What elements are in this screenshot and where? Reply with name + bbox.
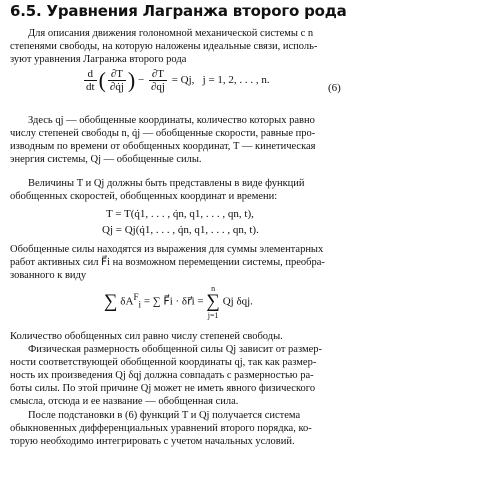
count-paragraph	[10, 330, 368, 343]
text-line: зуют уравнения Лагранжа второго рода	[10, 54, 187, 65]
text-line: степенями свободы, на которую наложены идеальные связи, исполь-	[10, 41, 318, 52]
sum-over-j: n ∑ j=1	[206, 284, 220, 320]
virtual-work-equation: ∑ $\delta A^F_i$ = ∑ F⃗i · δr⃗i = n ∑ j=1 Qj δqj.	[104, 284, 253, 320]
intro-paragraph	[10, 27, 368, 66]
text-line: Для описания движения голономной механической системы с n	[28, 28, 314, 39]
text-line: числу степеней свободы n, q̇j — обобщенные скорости, равные про-	[10, 128, 316, 139]
text-line: ность их произведения Qj δqj должна совпадать с размерностью ра-	[10, 370, 314, 381]
text-line: Величины T и Qj должны быть представлены в виде функций	[28, 178, 305, 189]
text-line: ности соответствующей обобщенной координаты qj, так как размер-	[10, 357, 317, 368]
partial-T-dq: $\frac{\partial T}{\partial qj}$	[150, 68, 165, 93]
text-line: боты силы. По этой причине Qj может не иметь явного физического	[10, 383, 316, 394]
text-line: зованного к виду	[10, 270, 87, 281]
definitions-paragraph	[10, 114, 368, 166]
text-line: После подстановки в (6) функций T и Qj получается система	[28, 410, 301, 421]
minus-sign: −	[137, 74, 145, 87]
text-line: обыкновенных дифференциальных уравнений второго порядка, ко-	[10, 423, 312, 434]
dimension-paragraph	[10, 343, 368, 408]
time-derivative-operator: $\frac{d}{dt}$	[86, 68, 95, 93]
equation-number: (6)	[328, 82, 341, 94]
work-paragraph	[10, 243, 368, 282]
text-line: энергия системы, Qj — обобщенные силы.	[10, 154, 202, 165]
text-line: изводным по времени от обобщенных координат, T — кинетическая	[10, 141, 316, 152]
partial-T-dqdot: $\frac{\partial T}{\partial q̇j}$	[109, 68, 124, 93]
section-heading: 6.5. Уравнения Лагранжа второго рода	[10, 2, 347, 20]
generalized-force-function: Qj = Qj(q̇1, . . . , q̇n, q1, . . . , qn, t).	[102, 224, 259, 236]
functions-paragraph	[10, 177, 368, 203]
text-line: Обобщенные силы находятся из выражения для суммы элементарных	[10, 244, 324, 255]
kinetic-energy-function: T = T(q̇1, . . . , q̇n, q1, . . . , qn, t),	[106, 208, 254, 220]
text-line: Количество обобщенных сил равно числу степеней свободы.	[10, 331, 283, 342]
generalized-force-rhs: = Qj,	[171, 74, 195, 87]
lagrange-equation: $\frac{d}{dt}$ ( $\frac{\partial T}{\partial q̇j}$ ) − $\frac{\partial T}{\partial qj}$ = Qj, j = 1, 2, . . . , n.	[86, 67, 270, 93]
text-line: Здесь qj — обобщенные координаты, количество которых равно	[28, 115, 315, 126]
text-line: смысла, отсюда и ее название — обобщенная сила.	[10, 396, 239, 407]
index-range: j = 1, 2, . . . , n.	[202, 74, 270, 87]
text-line: Физическая размерность обобщенной силы Qj зависит от размер-	[28, 344, 323, 355]
text-line: работ активных сил F⃗i на возможном перемещении системы, преобра-	[10, 257, 325, 268]
sum-symbol: ∑	[104, 291, 118, 312]
text-line: торую необходимо интегрировать с учетом начальных условий.	[10, 436, 295, 447]
text-line: обобщенных скоростей, обобщенных координат и времени:	[10, 191, 278, 202]
conclusion-paragraph	[10, 409, 368, 448]
